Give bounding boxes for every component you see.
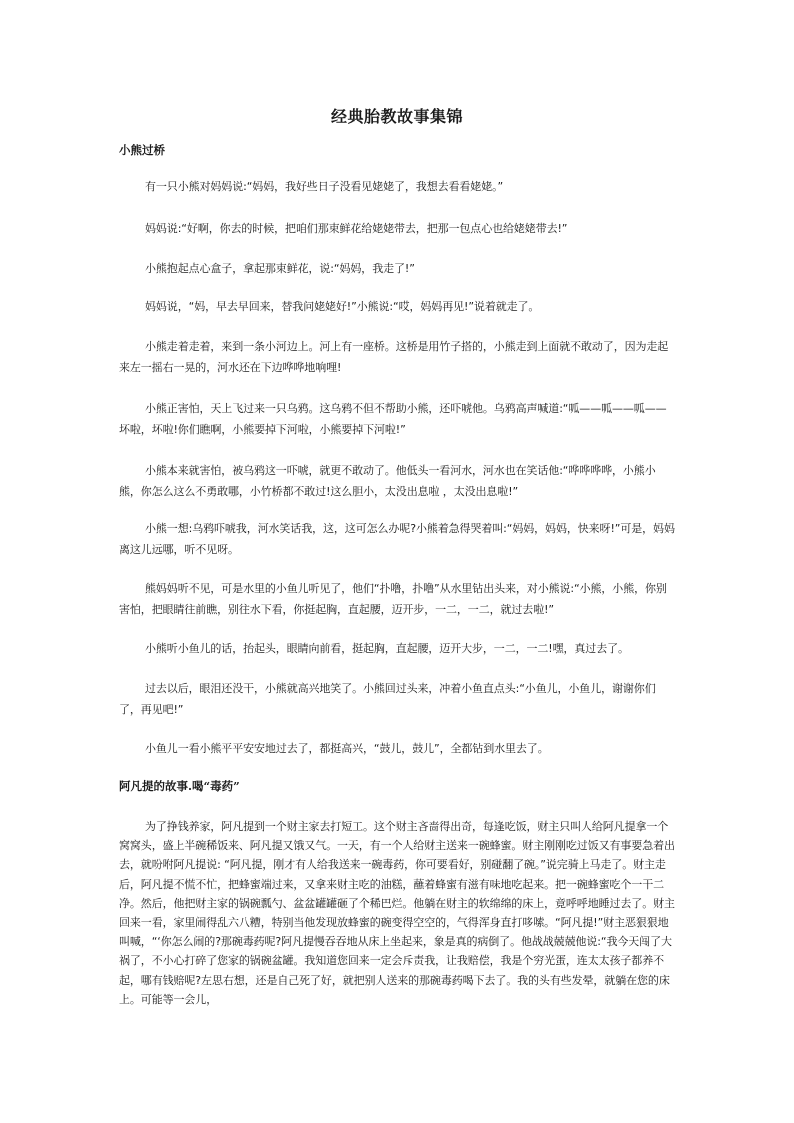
- paragraph: 为了挣钱养家，阿凡提到一个财主家去打短工。这个财主吝啬得出奇，每逢吃饭，财主只叫人给阿凡提拿一个窝窝头，盛上半碗稀饭来、阿凡提又饿又气。一天，有一个人给财主送来一碗蜂蜜。财主刚刚吃过饭又有事要急着出去，就吩咐阿凡提说: “阿凡提，刚才有人给我送来一碗毒药，你可要看好，别碰翻了碗。”说完骑上马走了。财主走后，阿凡提不慌不忙，把蜂蜜端过来，又拿来财主吃的油糕，蘸着蜂蜜有滋有味地吃起来。把一碗蜂蜜吃个一干二净。然后，他把财主家的锅碗瓢勺、盆盆罐罐砸了个稀巴烂。他躺在财主的软绵绵的床上，竟呼呼地睡过去了。财主回来一看，家里闹得乱六八糟，特别当他发现放蜂蜜的碗变得空空的，气得浑身直打哆嗦。“阿凡提!”财主恶狠狠地叫喊，“‘你怎么闹的?那碗毒药呢?阿凡提慢吞吞地从床上坐起来，象是真的病倒了。他战战兢兢他说:“我今天闯了大祸了，不小心打碎了您家的锅碗盆罐。我知道您回来一定会斥责我，让我赔偿，我是个穷光蛋，连太太孩子都养不起，哪有钱赔呢?左思右想，还是自己死了好，就把别人送来的那碗毒药喝下去了。我的头有些发晕，就躺在您的床上。可能等一会儿，: [119, 820, 675, 1006]
- paragraph: 小熊一想:乌鸦吓唬我，河水笑话我，这，这可怎么办呢?小熊着急得哭着叫:“妈妈，妈妈，快来呀!”可是，妈妈离这儿远哪，听不见呀。: [119, 522, 675, 556]
- paragraph: 小熊走着走着，来到一条小河边上。河上有一座桥。这桥是用竹子搭的，小熊走到上面就不敢动了，因为走起来左一摇右一晃的，河水还在下边哗哗地响哩!: [119, 340, 669, 374]
- section-heading: 阿凡提的故事.喝“毒药”: [119, 779, 240, 793]
- paragraph: 妈妈说:“好啊，你去的时候，把咱们那束鲜花给姥姥带去，把那一包点心也给姥姥带去!”: [145, 222, 568, 235]
- paragraph: 小熊正害怕，天上飞过来一只乌鸦。这乌鸦不但不帮助小熊，还吓唬他。乌鸦高声喊道:“呱——呱——呱——坏啦，坏啦!你们瞧啊，小熊要掉下河啦，小熊要掉下河啦!”: [119, 402, 667, 436]
- paragraph: 妈妈说，“妈，早去早回来，替我问姥姥好!”小熊说:“哎，妈妈再见!”说着就走了。: [145, 300, 540, 313]
- document-title: 经典胎教故事集锦: [330, 107, 463, 126]
- paragraph: 过去以后，眼泪还没干，小熊就高兴地笑了。小熊回过头来，冲着小鱼直点头:“小鱼儿，小鱼儿，谢谢你们了，再见吧!”: [119, 682, 656, 716]
- paragraph: 小熊听小鱼儿的话，抬起头，眼睛向前看，挺起胸，直起腰，迈开大步，一二，一二!嘿，真过去了。: [145, 642, 629, 655]
- section-heading: 小熊过桥: [119, 143, 165, 157]
- paragraph: 熊妈妈听不见，可是水里的小鱼儿听见了，他们“扑噜，扑噜”从水里钻出头来，对小熊说:“小熊，小熊，你别害怕，把眼睛往前瞧，别往水下看，你挺起胸，直起腰，迈开步，一二，一二，就过去啦!”: [119, 582, 667, 616]
- paragraph: 小熊抱起点心盒子，拿起那束鲜花，说:“妈妈，我走了!”: [145, 262, 415, 275]
- paragraph: 小熊本来就害怕，被乌鸦这一吓唬，就更不敢动了。他低头一看河水，河水也在笑话他:“哗哗哗哗，小熊小熊，你怎么这么不勇敢哪，小竹桥都不敢过!这么胆小，太没出息啦 ，太没出息啦!”: [119, 464, 656, 498]
- paragraph: 小鱼儿一看小熊平平安安地过去了，都挺高兴，“鼓儿，鼓儿”，全都钻到水里去了。: [145, 742, 549, 755]
- paragraph: 有一只小熊对妈妈说:“妈妈，我好些日子没看见姥姥了，我想去看看姥姥。”: [145, 180, 504, 193]
